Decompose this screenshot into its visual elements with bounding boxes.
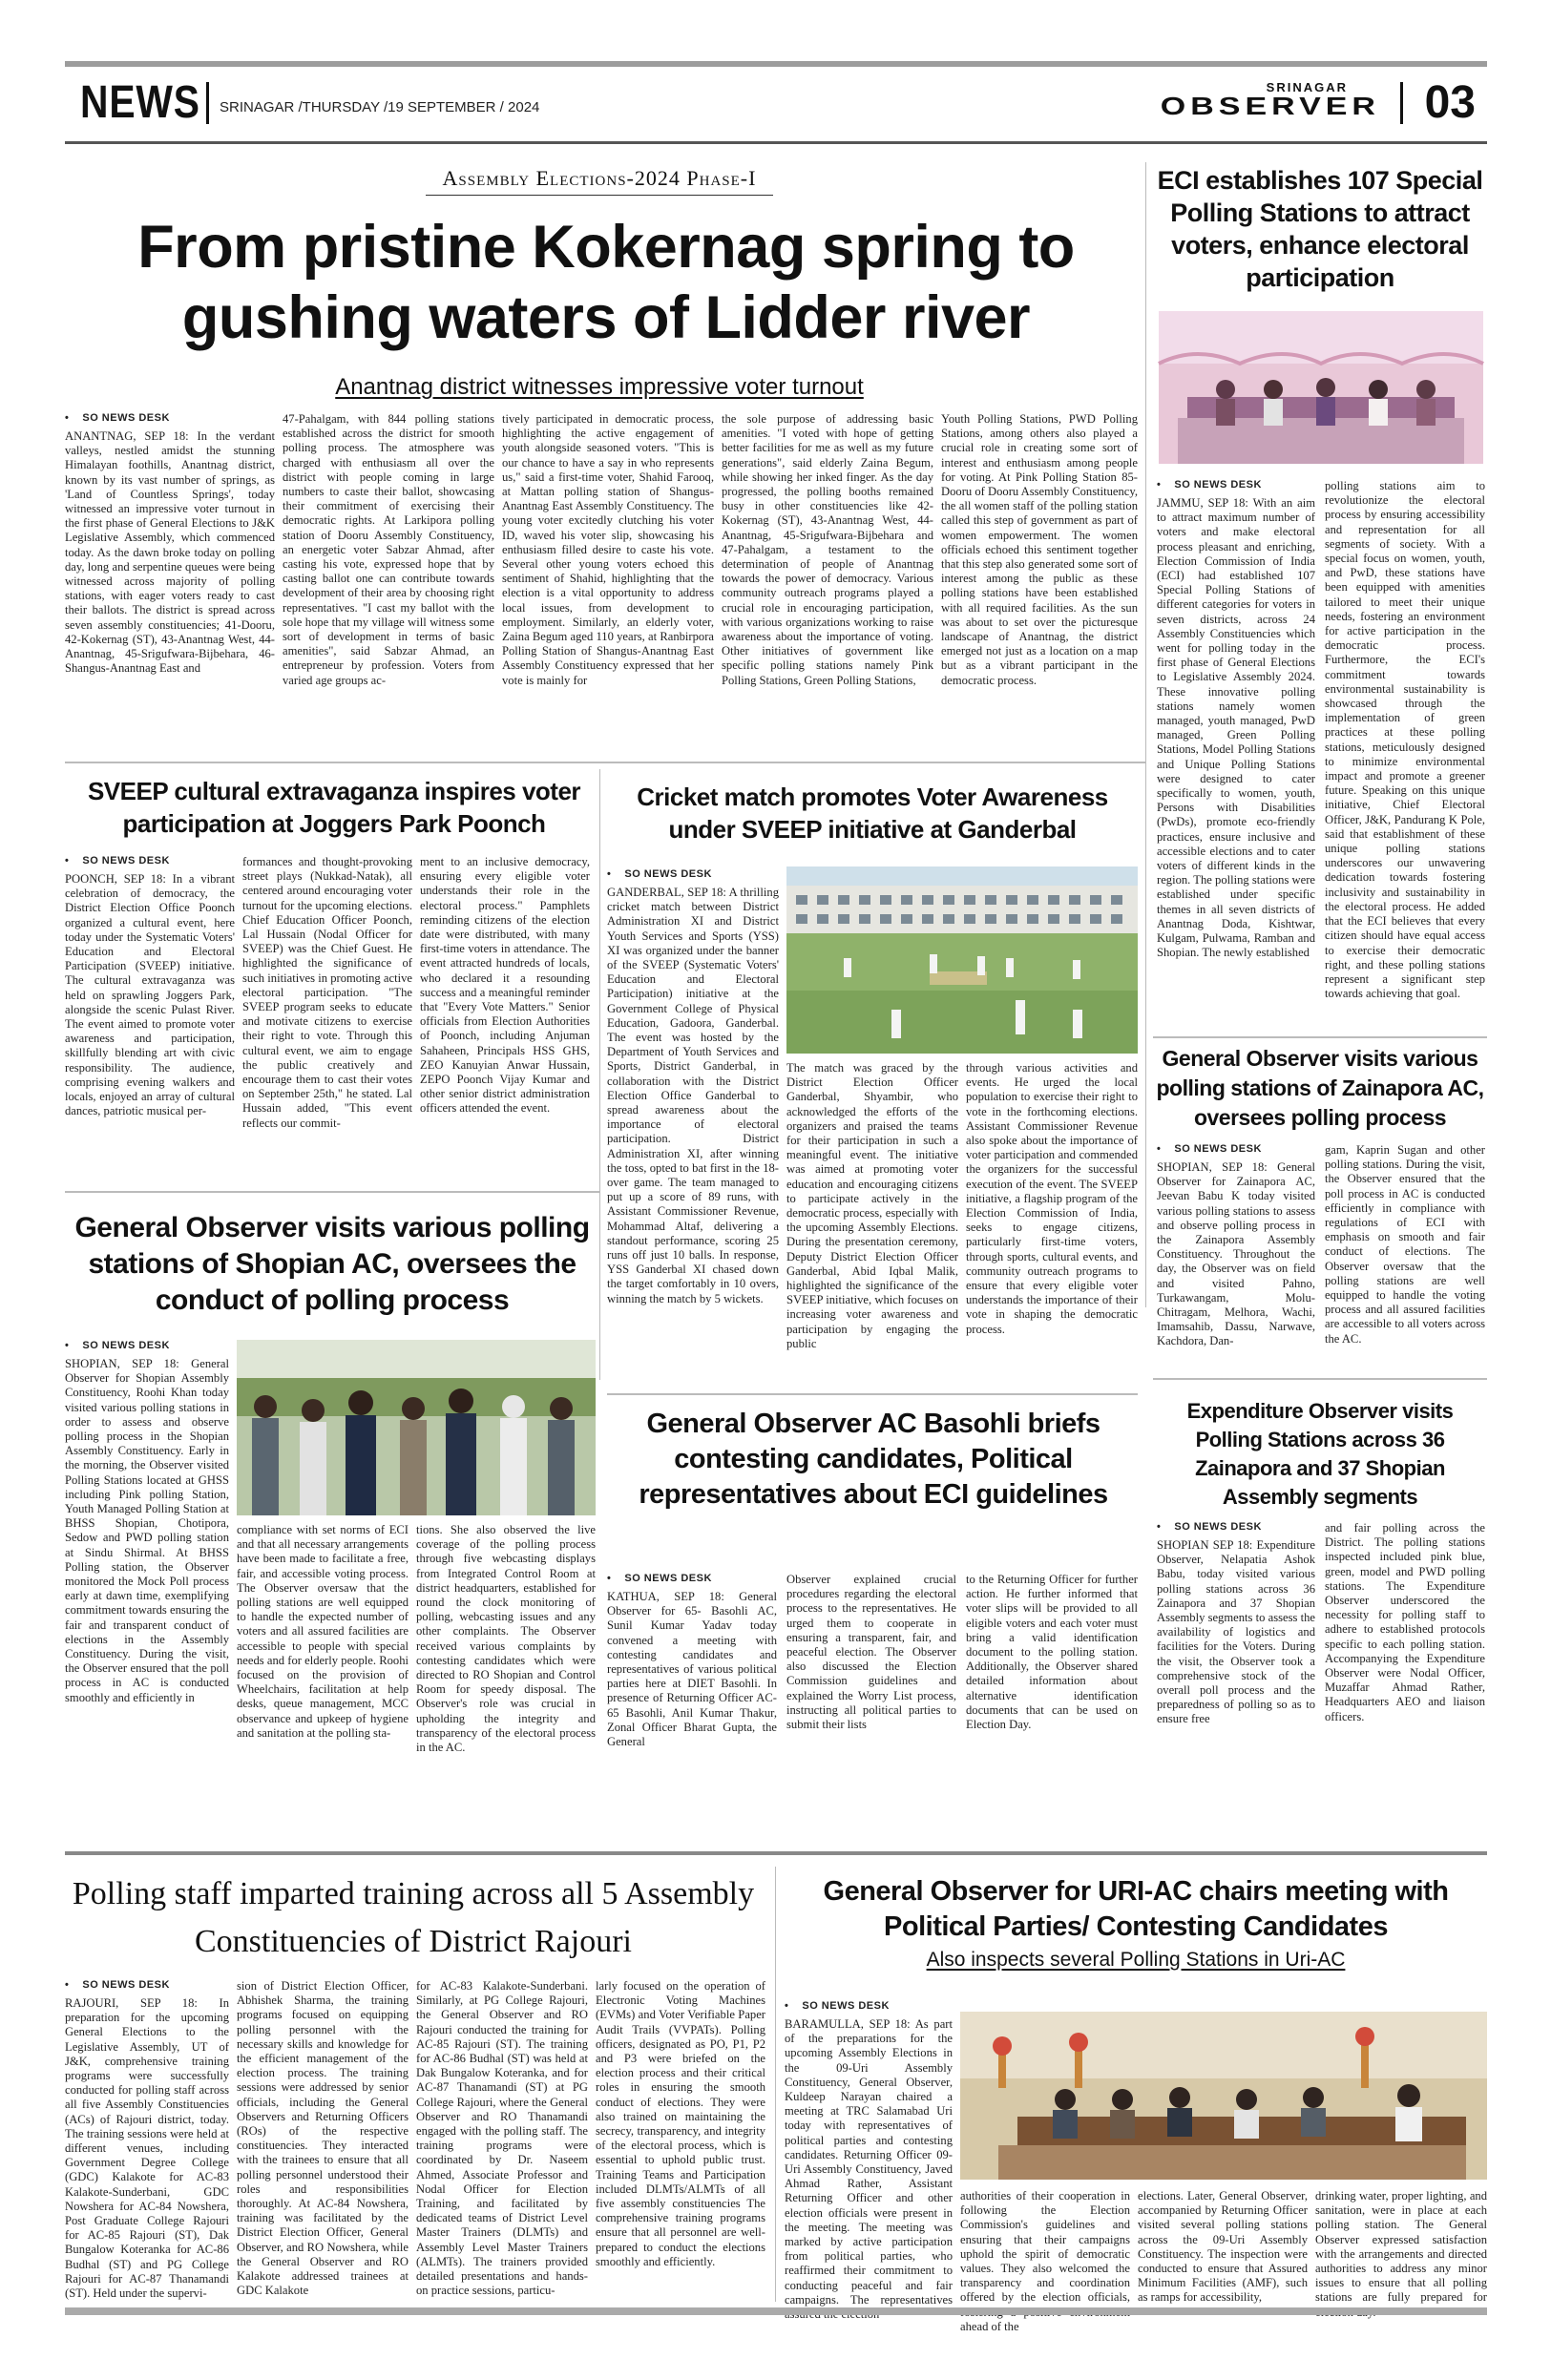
zainapora-col-1 bbox=[1157, 1143, 1315, 1368]
sveep-col-3 bbox=[420, 855, 590, 1160]
column-divider bbox=[1145, 162, 1146, 1307]
basohli-col-1 bbox=[607, 1573, 777, 1828]
news-desk-label: • SO NEWS DESK bbox=[1157, 1143, 1315, 1155]
shopian-col-3 bbox=[416, 1523, 596, 1828]
article-text: Youth Polling Stations, PWD Polling Stations, among others also played a crucial role in creating some sort of interest and enthusiasm among people for voting. At Pink Polling Station 85-Dooru of Dooru Assembly Constituency, the all women staff of the polling station called this step of government as part of women empowerment. The women officials echoed this sentiment together that this step also generated some sort of interest among the public as these polling stations have been established with all required facilities. As the sun was about to set over the picturesque landscape of Anantnag, the district emerged not just as a location on a map but as a vibrant participant in the democratic process. bbox=[941, 412, 1138, 687]
photo-eci-polling-station bbox=[1159, 311, 1483, 464]
expenditure-col-1 bbox=[1157, 1521, 1315, 1828]
uri-subhead: Also inspects several Polling Stations in Uri-AC bbox=[926, 1949, 1346, 1971]
article-text: 47-Pahalgam, with 844 polling stations established across the district for smooth polling process. The atmosphere was charged with enthusiasm all over the district with people coming in large numbers to caste their ballot, showcasing their commitment of exercising their democratic rights. At Larkipora polling station of Dooru Assembly Constituency, an energetic voter Sabzar Ahmad, after casting his vote, expressed hope that by casting ballot one can contribute towards development of their area by choosing right representatives. "I cast my ballot with the sole hope that my village will witness some sort of development in terms of basic amenities", said Sabzar Ahmad, an entrepreneur by profession. Voters from varied age groups ac- bbox=[283, 412, 494, 687]
article-text: larly focused on the operation of Electronic Voting Machines (EVMs) and Voter Verifiable Paper Audit Trails (VVPATs). Polling officers, designated as PO, P1, P2 and P3 were briefed on the election process and their critical roles in ensuring the smooth conduct of elections. They were also trained on maintaining the secrecy, transparency, and integrity of the electoral process, which is essential to uphold public trust. Training Teams and Participation included DLMTs/ALMTs of all five assembly constituencies The comprehensive training programs ensure that all personnel are well-prepared to conduct the elections smoothly and efficiently. bbox=[596, 1979, 765, 2268]
page-number: 03 bbox=[1424, 77, 1476, 128]
cricket-headline: Cricket match promotes Voter Awareness under SVEEP initiative at Ganderbal bbox=[637, 783, 1108, 844]
article-text: Observer explained crucial procedures regarding the electoral process to the representatives. He urged them to cooperate in ensuring a transparent, fair, and peaceful election. The Observer also discussed the Election Commission guidelines and explained the Worry List process, instructing all political parties to submit their lists bbox=[786, 1573, 956, 1732]
uri-col-3 bbox=[1138, 2189, 1308, 2305]
article-text: GANDERBAL, SEP 18: A thrilling cricket match between District Administration XI and District Youth Services and Sports (YSS) XI was organized under the banner of the SVEEP (Systematic Voters' Education and Electoral Participation) initiative at the Government College of Physical Education, Gadoora, Ganderbal. The event was hosted by the Department of Youth Services and Sports, District Ganderbal, in collaboration with the District Election Office Ganderbal to spread awareness about the importance of electoral participation. District Administration XI, after winning the toss, opted to bat first in the 18-over game. The team managed to put up a score of 89 runs, with Assistant Commissioner Revenue, Mohammad Altaf, delivering a standout performance, scoring 25 runs off just 10 balls. In response, YSS Ganderbal XI chased down the target comfortably in 10 overs, winning the match by 5 wickets. bbox=[607, 886, 779, 1305]
article-text: tions. She also observed the live coverage of the polling process through five webcasting displays from Integrated Control Room at district headquarters, established for round the clock monitoring of polling, webcasting issues and any other complaints. The Observer received various complaints by contesting candidates which were directed to RO Shopian and Control Room for speedy disposal. The Observer's role was crucial in upholding the integrity and transparency of the electoral process in the AC. bbox=[416, 1523, 596, 1755]
article-text: SHOPIAN, SEP 18: General Observer for Zainapora AC, Jeevan Babu K today visited various polling stations to assess and observe polling process in the Zainapora Assembly Constituency. Throughout the day, the Observer was on field and visited Pahno, Turkawangam, Molu-Chitragam, Melhora, Wachi, Imamsahib, Dassu, Narwave, Kachdora, Dan- bbox=[1157, 1160, 1315, 1348]
article-text: and fair polling across the District. The polling stations inspected included pink blue, green, model and PWD polling stations. The Expenditure Observer underscored the necessity for polling staff to adhere to established protocols specific to each polling station. Accompanying the Expenditure Observer were Nodal Officer, Muzaffar Ahmad Rather, Headquarters AEO and liaison officers. bbox=[1325, 1521, 1485, 1723]
news-desk-label: • SO NEWS DESK bbox=[65, 412, 275, 424]
article-text: POONCH, SEP 18: In a vibrant celebration of democracy, the District Election Office Poonch organized a cultural event, here today under the Systematic Voters' Education and Electoral Participation (SVEEP) initiative. The cultural extravaganza was held on sprawling Joggers Park, alongside the scenic Pulast River. The event aimed to promote voter awareness and participation, skillfully blending art with civic responsibility. The audience, comprising evening walkers and locals, enjoyed an array of cultural dances, patriotic musical per- bbox=[65, 872, 235, 1118]
article-text: to the Returning Officer for further action. He further informed that voter slips will be provided to all eligible voters and each voter must bring a valid identification document to the polling station. Additionally, the Observer shared detailed information about alternative identification documents that can be used on Election Day. bbox=[966, 1573, 1138, 1732]
article-text: the sole purpose of addressing basic amenities. "I voted with hope of getting better facilities for me as well as my future generations", said elderly Zaina Begum, while showing her inked finger. As the day progressed, the polling booths remained busy in other constituencies like 42-Kokernag (ST), 43-Anantnag West, 44-Anantnag, 45-Srigufwara-Bijbehara and 47-Pahalgam, a testament to the determination of people of Anantnag towards the power of democracy. Various community outreach programs played a crucial role in encouraging participation, with various organizations working to raise awareness about the importance of voting. Other initiatives of government like specific polling stations namely Pink Polling Stations, Green Polling Stations, bbox=[722, 412, 933, 687]
section-rule bbox=[65, 1851, 1487, 1855]
eci-headline: ECI establishes 107 Special Polling Stations to attract voters, enhance electoral participation bbox=[1157, 166, 1483, 292]
eci-col-1 bbox=[1157, 479, 1315, 1061]
article-text: tively participated in democratic process, highlighting the active engagement of youth alongside seasoned voters. "This is our chance to have a say in who represents us," said a first-time voter, Shahid Farooq, at Mattan polling station of Shangus-Anantnag East Assembly Constituency. The young voter excitedly clutching his voter ID, waved his voter slip, showcasing his enthusiasm filled desire to caste his vote. Several other young voters echoed this sentiment of Shahid, highlighting that the election is a vital opportunity to address local issues, from development to employment. Similarly, an elderly voter, Zaina Begum aged 110 years, at Ranbirpora Polling Station of Shangus-Anantnag East Assembly Constituency expressed that her vote is mainly for bbox=[502, 412, 714, 687]
eci-col-2 bbox=[1325, 479, 1485, 1061]
photo-cricket-match bbox=[786, 866, 1138, 1054]
article-text: KATHUA, SEP 18: General Observer for 65- Basohli AC, Sunil Kumar Yadav today convened a meeting with contesting candidates and representatives of various political parties here at DIET Basohli. In presence of Returning Officer AC-65 Basohli, Anil Kumar Thakur, Zonal Officer Bharat Gupta, the General bbox=[607, 1590, 777, 1749]
expenditure-headline: Expenditure Observer visits Polling Stations across 36 Zainapora and 37 Shopian Assembly segments bbox=[1186, 1399, 1454, 1509]
lead-col-4 bbox=[722, 412, 933, 737]
zainapora-headline: General Observer visits various polling stations of Zainapora AC, oversees polling process bbox=[1156, 1046, 1484, 1130]
logo-top: SRINAGAR bbox=[1266, 80, 1348, 94]
page-header bbox=[65, 73, 1487, 136]
article-text: SHOPIAN SEP 18: Expenditure Observer, Nelapatia Ashok Babu, today visited various polling stations across 36 Zainapora and 37 Shopian Assembly segments to assess the availability of logistics and facilities for the Voters. During the visit, the Observer took a comprehensive stock of the overall poll process and the preparedness of polling so as to ensure free bbox=[1157, 1538, 1315, 1726]
article-text: polling stations aim to revolutionize the electoral process by ensuring accessibility and representation for all segments of society. With a special focus on women, youth, and PwD, these stations have been equipped with amenities tailored to meet their unique needs, fostering an environment for active participation in the democratic process. Furthermore, the ECI's commitment towards environmental sustainability is showcased through the implementation of green practices at these polling stations, meticulously designed to minimize environmental impact and promote a greener future. Speaking on this unique initiative, Chief Electoral Officer, J&K, Pandurang K Pole, said that establishment of these unique polling stations underscores our unwavering dedication towards fostering inclusivity and sustainability in the electoral process. He added that the ECI believes that every citizen should have equal access to exercise their democratic right, and these polling stations represent a significant step towards achieving that goal. bbox=[1325, 479, 1485, 1001]
photo-shopian-observer bbox=[237, 1340, 596, 1515]
basohli-headline: General Observer AC Basohli briefs contesting candidates, Political representatives about ECI guidelines bbox=[639, 1409, 1108, 1510]
top-rule bbox=[65, 61, 1487, 67]
masthead-logo bbox=[1161, 80, 1380, 127]
article-text: elections. Later, General Observer, accompanied by Returning Officer visited several polling stations across the 09-Uri Assembly Constituency. The inspection were conducted to ensure that Assured Minimum Facilities (AMF), such as ramps for accessibility, bbox=[1138, 2189, 1308, 2305]
uri-headline: General Observer for URI-AC chairs meeting with Political Parties/ Contesting Candidates bbox=[823, 1876, 1449, 1942]
logo-main: OBSERVER bbox=[1160, 93, 1380, 120]
article-text: authorities of their cooperation in following the Election Commission's guidelines and ensuring that their campaigns uphold the spirit of democratic values. They also welcomed the transparency and coordination offered by the election officials, ahead of the bbox=[960, 2189, 1130, 2333]
header-divider bbox=[206, 82, 209, 124]
footer-band bbox=[65, 2307, 1487, 2315]
section-rule bbox=[65, 762, 1145, 763]
news-desk-label: • SO NEWS DESK bbox=[65, 855, 235, 866]
news-desk-label: • SO NEWS DESK bbox=[65, 1979, 229, 1991]
news-desk-label: • SO NEWS DESK bbox=[607, 1573, 777, 1584]
article-text: gam, Kaprin Sugan and other polling stations. During the visit, the Observer ensured that the poll process in AC is conducted efficiently in compliance with regulations of ECI with emphasis on smooth and fair conduct of elections. The Observer oversaw that the polling stations are well equipped to handle the voting process and all assured facilities are accessible to all voters across the AC. bbox=[1325, 1143, 1485, 1346]
rajouri-headline: Polling staff imparted training across all 5 Assembly Constituencies of District Rajouri bbox=[72, 1876, 755, 1959]
rajouri-col-4 bbox=[596, 1979, 765, 2298]
basohli-col-3 bbox=[966, 1573, 1138, 1828]
news-desk-label: • SO NEWS DESK bbox=[785, 2000, 953, 2012]
article-text: compliance with set norms of ECI and that all necessary arrangements have been made to facilitate a free, fair, and accessible voting process. The Observer oversaw that the polling stations are well equipped to handle the expected number of voters and all assured facilities are accessible to people with special needs and for elderly people. Roohi focused on the provision of Wheelchairs, facilitation at help desks, queue management, MCC observance and upkeep of hygiene and sanitation at the polling sta- bbox=[237, 1523, 409, 1740]
article-text: JAMMU, SEP 18: With an aim to attract maximum number of voters and make electoral process pleasant and enriching, Election Commission of India (ECI) had established 107 Special Polling Stations of different categories for voters in seven districts, across 24 Assembly Constituencies which went for polling today in the first phase of General Elections to Legislative Assembly 2024. These innovative polling stations namely women managed, youth managed, PwD managed, Green Polling Stations, Model Polling Stations and Unique Polling Stations were designed to cater specifically to women, youth, Persons with Disabilities (PwDs), promote eco-friendly practices, ensure inclusive and accessible elections and to cater voters of different kinds in the region. The polling stations were established under specific themes in all seven districts of Anantnag Doda, Kishtwar, Kulgam, Pulwama, Ramban and Shopian. The newly established bbox=[1157, 496, 1315, 960]
lead-subhead: Anantnag district witnesses impressive voter turnout bbox=[335, 374, 864, 400]
uri-col-4 bbox=[1315, 2189, 1487, 2305]
expenditure-col-2 bbox=[1325, 1521, 1485, 1828]
rajouri-col-2 bbox=[237, 1979, 409, 2298]
section-rule bbox=[607, 1393, 1138, 1395]
shopian-col-2 bbox=[237, 1523, 409, 1828]
column-divider bbox=[599, 769, 600, 1380]
shopian-headline: General Observer visits various polling stations of Shopian AC, oversees the conduct of polling process bbox=[74, 1212, 590, 1316]
rajouri-col-1 bbox=[65, 1979, 229, 2301]
article-text: for AC-83 Kalakote-Sunderbani. Similarly, at PG College Rajouri, the General Observer and RO Rajouri conducted the training for AC-85 Rajouri (ST). The training for AC-86 Budhal (ST) was held at Dak Bungalow Koteranka, and for AC-87 Thanamandi (ST) at PG College Rajouri, where the General Observer and RO Thanamandi engaged with the polling staff. The training programs were coordinated by Dr. Naseem Ahmed, Associate Professor and Nodal Officer for Election Training, and facilitated by dedicated teams of District Level Master Trainers (DLMTs) and Assembly Level Master Trainers (ALMTs). The trainers provided detailed presentations and hands-on practice sessions, particu- bbox=[416, 1979, 588, 2298]
news-desk-label: • SO NEWS DESK bbox=[65, 1340, 229, 1351]
dateline: SRINAGAR /THURSDAY /19 SEPTEMBER / 2024 bbox=[220, 99, 540, 115]
lead-col-3 bbox=[502, 412, 714, 737]
header-rule bbox=[65, 141, 1487, 144]
uri-col-1 bbox=[785, 2000, 953, 2307]
section-label: NEWS bbox=[80, 77, 200, 128]
cricket-col-3 bbox=[966, 1061, 1138, 1380]
column-divider bbox=[775, 1867, 776, 2302]
photo-uri-meeting bbox=[960, 2012, 1487, 2180]
zainapora-col-2 bbox=[1325, 1143, 1485, 1368]
header-divider bbox=[1400, 82, 1403, 124]
kicker-underline bbox=[426, 195, 773, 196]
news-desk-label: • SO NEWS DESK bbox=[607, 868, 779, 880]
lead-headline: From pristine Kokernag spring to gushing waters of Lidder river bbox=[137, 214, 1075, 351]
article-text: through various activities and events. He urged the local population to exercise their right to vote in the forthcoming elections. Assistant Commissioner Revenue also spoke about the importance of voter participation and commended the organizers for the successful execution of the event. The SVEEP initiative, a flagship program of the Election Commission of India, seeks to engage citizens, particularly first-time voters, through sports, cultural events, and community outreach programs to ensure that every eligible voter understands the importance of their vote in shaping the democratic process. bbox=[966, 1061, 1138, 1336]
lead-col-1 bbox=[65, 412, 275, 737]
lead-col-2 bbox=[283, 412, 494, 737]
rajouri-col-3 bbox=[416, 1979, 588, 2298]
sveep-poonch-headline: SVEEP cultural extravaganza inspires voter participation at Joggers Park Poonch bbox=[87, 777, 581, 838]
article-text: SHOPIAN, SEP 18: General Observer for Shopian Assembly Constituency, Roohi Khan today visited various polling stations in order to assess and observe polling process in the Shopian Assembly Constituency. Early in the morning, the Observer visited Polling Stations located at GHSS including Pink polling Station, Youth Managed Polling Station at BHSS Shopian, Chotipora, Sedow and PWD polling station at Sindu Shirmal. At BHSS Polling station, the Observer monitored the Mock Poll process early at dawn time, exemplifying commitment towards ensuring the fair and transparent conduct of elections in the Assembly Constituency. During the visit, the Observer ensured that the poll process in AC is conducted smoothly and efficiently in bbox=[65, 1357, 229, 1704]
section-rule bbox=[65, 1191, 599, 1193]
article-text: The match was graced by the District Election Officer Ganderbal, Shyambir, who acknowledged the efforts of the organizers and praised the teams for their participation in such a meaningful event. The initiative was aimed at promoting voter education and encouraging citizens to participate actively in the democratic process, especially with the upcoming Assembly Elections. During the presentation ceremony, Deputy District Election Officer Ganderbal, Abid Iqbal Malik, highlighted the significance of the SVEEP initiative, which focuses on increasing voter awareness and participation by engaging the public bbox=[786, 1061, 958, 1350]
lead-kicker: Assembly Elections-2024 Phase-I bbox=[442, 166, 757, 190]
cricket-col-1 bbox=[607, 868, 779, 1380]
article-text: formances and thought-provoking street plays (Nukkad-Natak), all centered around encouraging voter turnout for the upcoming elections. Chief Education Officer Poonch, Lal Hussain (Nodal Officer for SVEEP) was the Chief Guest. He highlighted the significance of such initiatives in promoting active electoral participation. "The SVEEP program seeks to educate and motivate citizens to exercise their right to vote. Through this cultural event, we aim to engage the public creatively and encourage them to cast their votes on September 25th," he stated. Lal Hussain added, "This event reflects our commit- bbox=[242, 855, 412, 1130]
cricket-col-2 bbox=[786, 1061, 958, 1380]
article-text: drinking water, proper lighting, and sanitation, were in place at each polling station. The General Observer expressed satisfaction with the arrangements and directed authorities to address any minor issues to ensure that all polling stations are fully prepared for bbox=[1315, 2189, 1487, 2305]
article-text: RAJOURI, SEP 18: In preparation for the upcoming General Elections to the Legislative Assembly, UT of J&K, comprehensive training programs were successfully conducted for polling staff across all five Assembly Constituencies (ACs) of Rajouri district, today. The training sessions were held at different venues, including Government Degree College (GDC) Kalakote for AC-83 Kalakote-Sunderbani, GDC Nowshera for AC-84 Nowshera, Post Graduate College Rajouri for AC-85 Rajouri (ST), Dak Bungalow Koteranka for AC-86 Budhal (ST) and PG College Rajouri for AC-87 Thanamandi (ST). Held under the supervi- bbox=[65, 1996, 229, 2301]
article-text: sion of District Election Officer, Abhishek Sharma, the training programs focused on equipping polling personnel with the necessary skills and knowledge for the efficient management of the election process. The training sessions were addressed by senior officials, including the General Observers and Returning Officers (ROs) of the respective constituencies. They interacted with the trainees to ensure that all polling personnel understood their roles and responsibilities thoroughly. At AC-84 Nowshera, training was facilitated by the District Election Officer, General Observer, and RO Nowshera, while the General Observer and RO Kalakote addressed trainees at GDC Kalakote bbox=[237, 1979, 409, 2298]
sveep-col-1 bbox=[65, 855, 235, 1160]
shopian-col-1 bbox=[65, 1340, 229, 1827]
sveep-col-2 bbox=[242, 855, 412, 1160]
uri-col-2 bbox=[960, 2189, 1130, 2333]
article-text: ment to an inclusive democracy, ensuring every eligible voter understands their role in the electoral process." Pamphlets reminding citizens of the election date were distributed, with many first-time voters in attendance. The event attracted hundreds of locals, who declared it a resounding success and a meaningful reminder that "Every Vote Matters." Senior officials from Election Authorities of Poonch, including Anjuman Sahaheen, Principals HSS GHS, ZEO Kanuyian Anwar Hussain, ZEPO Poonch Vijay Kumar and other senior district administration officers attended the event. bbox=[420, 855, 590, 1116]
section-rule bbox=[1153, 1378, 1487, 1380]
article-text: BARAMULLA, SEP 18: As part of the preparations for the upcoming Assembly Elections in the 09-Uri Assembly Constituency, General Observer, Kuldeep Narayan chaired a meeting at TRC Salamabad Uri today with representatives of political parties and contesting candidates. Returning Officer 09-Uri Assembly Constituency, Javed Ahmad Rather, Assistant Returning Officer and other election officials were present in the meeting. The meeting was marked by active participation from political parties, who reaffirmed their commitment to conducting peaceful and fair campaigns. The representatives bbox=[785, 2017, 953, 2307]
article-text: ANANTNAG, SEP 18: In the verdant valleys, nestled amidst the stunning Himalayan foothills, Anantnag district, known by its vast number of springs, as 'Land of Countless Springs', today witnessed an impressive voter turnout in the first phase of General Elections to J&K Legislative Assembly, which commenced today. As the dawn broke today on polling day, long and serpentine queues were being witnessed across majority of polling stations, with eager voters ready to cast their ballots. The district is spread across seven assembly constituencies; 41-Dooru, 42-Kokernag (ST), 43-Anantnag West, 44-Anantnag, 45-Srigufwara-Bijbehara, 46-Shangus-Anantnag East and bbox=[65, 429, 275, 676]
lead-col-5 bbox=[941, 412, 1138, 737]
basohli-col-2 bbox=[786, 1573, 956, 1828]
news-desk-label: • SO NEWS DESK bbox=[1157, 479, 1315, 491]
news-desk-label: • SO NEWS DESK bbox=[1157, 1521, 1315, 1533]
section-rule bbox=[1153, 1036, 1487, 1038]
